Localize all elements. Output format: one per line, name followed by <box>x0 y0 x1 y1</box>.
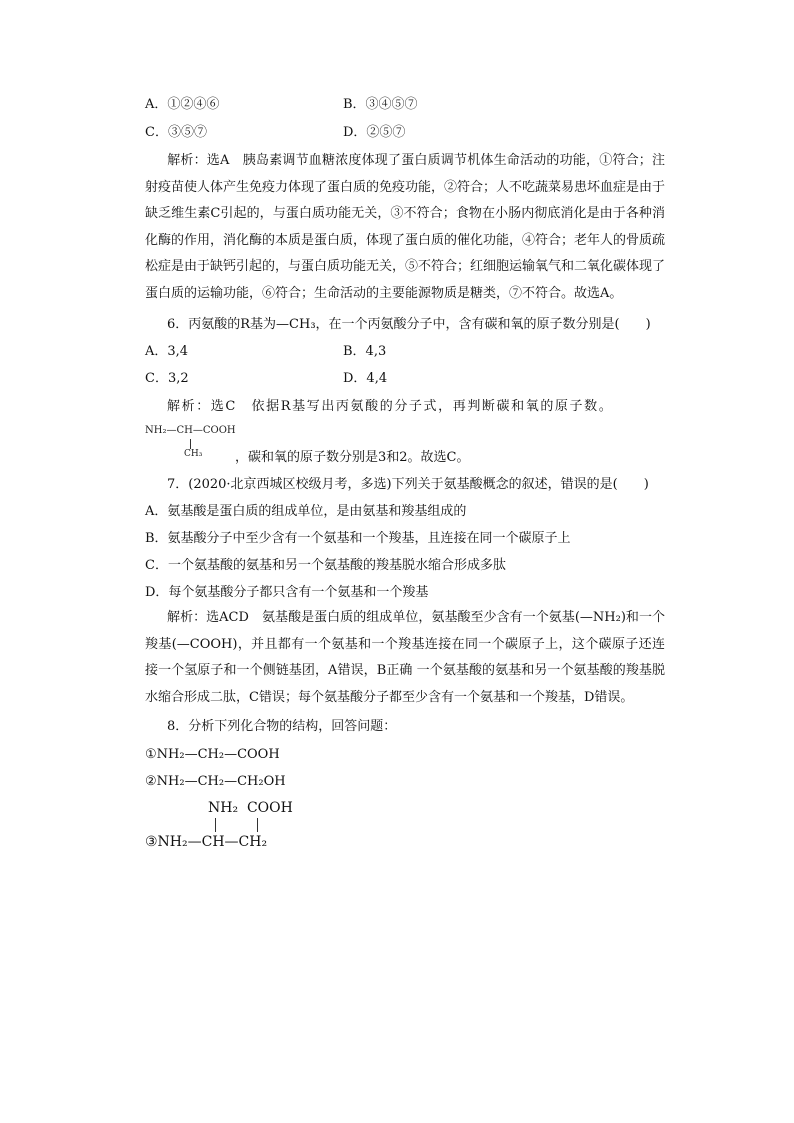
q6-option-d: D．4,4 <box>343 371 388 386</box>
alanine-bond <box>190 439 191 449</box>
q7-option-d: D．每个氨基酸分子都只含有一个氨基和一个羧基 <box>145 585 429 600</box>
q8-compound-3-top: NH₂ COOH <box>208 800 293 816</box>
q5-option-d: D．②⑤⑦ <box>343 125 406 140</box>
q6-option-c: C．3,2 <box>145 371 189 386</box>
q5-option-b: B．③④⑤⑦ <box>343 97 418 112</box>
q5-analysis-text: 解析：选A 胰岛素调节血糖浓度体现了蛋白质调节机体生命活动的功能，①符合；注射疫苗使人体产生免疫力体现了蛋白质的免疫功能，②符合；人不吃蔬菜易患坏血症是由于缺乏维生素C引起的，与蛋白质功能无关，③不符合；食物在小肠内彻底消化是由于各种消化酶的作用，消化酶的本质是蛋白质，体现了蛋白质的催化功能，④符合；老年人的骨质疏松症是由于缺钙引起的，与蛋白质功能无关，⑤不符合；红细胞运输氧气和二氧化碳体现了蛋白质的运输功能，⑥符合；生命活动的主要能源物质是糖类，⑦不符合。故选A。 <box>145 153 666 301</box>
q7-analysis <box>145 605 665 711</box>
q7-option-a: A．氨基酸是蛋白质的组成单位，是由氨基和羧基组成的 <box>145 504 467 519</box>
q6-option-a: A．3,4 <box>145 344 189 359</box>
q8-compound-3-bond-right <box>257 818 258 832</box>
q7-option-c: C．一个氨基酸的氨基和另一个氨基酸的羧基脱水缩合形成多肽 <box>145 558 506 573</box>
q6-stem: 6．丙氨酸的R基为—CH₃，在一个丙氨酸分子中，含有碳和氧的原子数分别是( ) <box>167 317 651 332</box>
alanine-structure-main: NH₂—CH—COOH <box>145 425 236 436</box>
q8-compound-3-bond-left <box>215 818 216 832</box>
alanine-structure-sub: CH₃ <box>184 449 203 459</box>
q5-option-a: A．①②④⑥ <box>145 97 220 112</box>
q5-option-c: C．③⑤⑦ <box>145 125 207 140</box>
q8-compound-3-main: ③NH₂—CH—CH₂ <box>145 834 268 850</box>
q7-analysis-text: 解析：选ACD 氨基酸是蛋白质的组成单位，氨基酸至少含有一个氨基(—NH₂)和一个羧基(—COOH)，并且都有一个氨基和一个羧基连接在同一个碳原子上，这个碳原子还连接一个氢原子和一个侧链基团，A错误，B正确 一个氨基酸的氨基和另一个氨基酸的羧基脱水缩合形成二肽，C错误；每个氨基酸分子都至少含有一个氨基和一个羧基，D错误。 <box>145 610 665 705</box>
q6-analysis-line1: 解析：选C 依据R基写出丙氨酸的分子式，再判断碳和氧的原子数。 <box>167 399 614 414</box>
q8-compound-1: ①NH₂—CH₂—COOH <box>145 747 280 762</box>
q7-option-b: B．氨基酸分子中至少含有一个氨基和一个羧基，且连接在同一个碳原子上 <box>145 531 571 546</box>
q8-stem: 8．分析下列化合物的结构，回答问题： <box>167 719 397 734</box>
q7-stem: 7．(2020·北京西城区校级月考，多选)下列关于氨基酸概念的叙述，错误的是( ) <box>167 477 649 492</box>
q6-analysis-line2: ，碳和氧的原子数分别是3和2。故选C。 <box>235 450 470 465</box>
q5-analysis <box>145 148 665 307</box>
q6-option-b: B．4,3 <box>343 344 387 359</box>
q8-compound-2: ②NH₂—CH₂—CH₂OH <box>145 774 286 789</box>
